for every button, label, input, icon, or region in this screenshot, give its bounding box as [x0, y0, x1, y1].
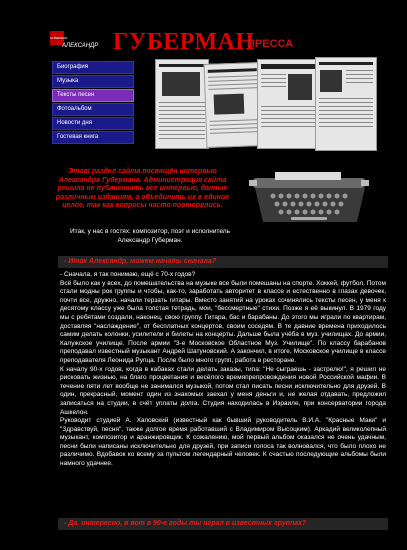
- guests-intro: Итак, у нас в гостях: композитор, поэт и исполнитель Александр Губерман.: [70, 228, 230, 244]
- sidebar-item-lyrics[interactable]: Тексты песен: [52, 89, 134, 102]
- sidebar-item-news[interactable]: Новости дня: [52, 117, 134, 130]
- intro-text: Этот раздел сайта посвящён интервью Александра Губермана. Администрация сайта решила не публиковать все интервью, данные различным изданиям, а объединить их в единое целое, так как вопросы часто повторялись.: [55, 168, 230, 210]
- answer-paragraph: К началу 90-х годов, когда в кабаках стали делать заказы, типа: "Не сыграешь - застрелю!", я решил не рисковать жизнью, на благо процветания и весёлого времяпрепровождения новой Российской мафии. В течение пяти лет вообще не занимался музыкой, потом стал писать песни исключительно для друзей. В один, прекрасный, момент один из знакомых заехал у меня деньги и, не желая отдавать, предложил записаться на студии, в счёт уплаты долга. Студия находилась в Израиле, при консерватории города Ашкелон.: [60, 365, 386, 416]
- clipping-4: [315, 57, 377, 151]
- author-last-name: ГУБЕРМАН: [113, 29, 255, 55]
- answer-paragraph: Руководит студией А. Хаповский (известный как бывший руководитель В.И.А. "Красные Маки" и "Здравствуй, песня", также долгое время работавший с Владимиром Высоцким). Аркадий великолепный музыкант, композитор и аранжировщик. К сожалению, мой первый альбом оказался не очень удачным, песни были написаны исключительно для друзей, при записи голоса так волновался, что было плохо не различимо. Вдобавок ко всему за пультом легендарный человек. К счастью последующие альбомы были намного удачнее.: [60, 417, 386, 468]
- sidebar-item-guestbook[interactable]: Гостевая книга: [52, 131, 134, 144]
- interview-answer: [60, 271, 386, 469]
- section-title: ПРЕССА: [247, 38, 294, 50]
- sidebar-nav: [52, 61, 134, 145]
- sidebar-item-photo-album[interactable]: Фотоальбом: [52, 103, 134, 116]
- question-heading: - Итак Александр, можем начать сначала?: [58, 256, 388, 268]
- answer-paragraph: Всё было как у всех, до помешательства на музыке все были помешаны на спорте. Хоккей, футбол. Потом стали модны рок группы и чтобы, как-то, заработать авторитет в классе и естественно в глазах девочек, почти все, дружно, начали терзать гитары. Вместо занятий на уроках сочинялись тексты песен, у меня к десятому классу уже была толстая тетрадь, мои, "бессмертные" стихи. Позже я её выкинул. В 1979 году мы с ребятами создали, наконец, свою группу. Гитара, бас и барабаны. До этого мы играли по квартирам, доставляя "наслаждение", от бесплатных концертов, своим соседям. В те давние времена приходилось самим делать колонки, усилители и билеты на концерты. Дальше была учёба в муз. училищах. До армии, Калужское училище. После армии "3-е Московское Областное Муз. Училище". По классу барабанов преподавал известный музыкант Андрей Шатуновский. А закончил, в итоге, Московское училище в классе преподавателя Леонида Рупца. После было много групп, работа в ресторане.: [60, 279, 386, 364]
- clipping-2: [204, 62, 264, 148]
- sidebar-item-biography[interactable]: Биография: [52, 61, 134, 74]
- question-heading: - Да, интересно, в вот в 90-е годы ты играл в известных группах?: [58, 518, 388, 530]
- clipping-3: [257, 59, 319, 149]
- press-clippings-collage: [155, 55, 377, 151]
- logo-text: GUBERMAN: [50, 36, 68, 40]
- author-first-name: АЛЕКСАНДР: [62, 43, 99, 49]
- answer-paragraph: - Сначала, я так понимаю, ещё с 70-х годов?: [60, 271, 196, 278]
- clipping-1: [155, 59, 209, 149]
- site-header: [0, 0, 407, 56]
- sidebar-item-music[interactable]: Музыка: [52, 75, 134, 88]
- typewriter-icon: [247, 170, 372, 228]
